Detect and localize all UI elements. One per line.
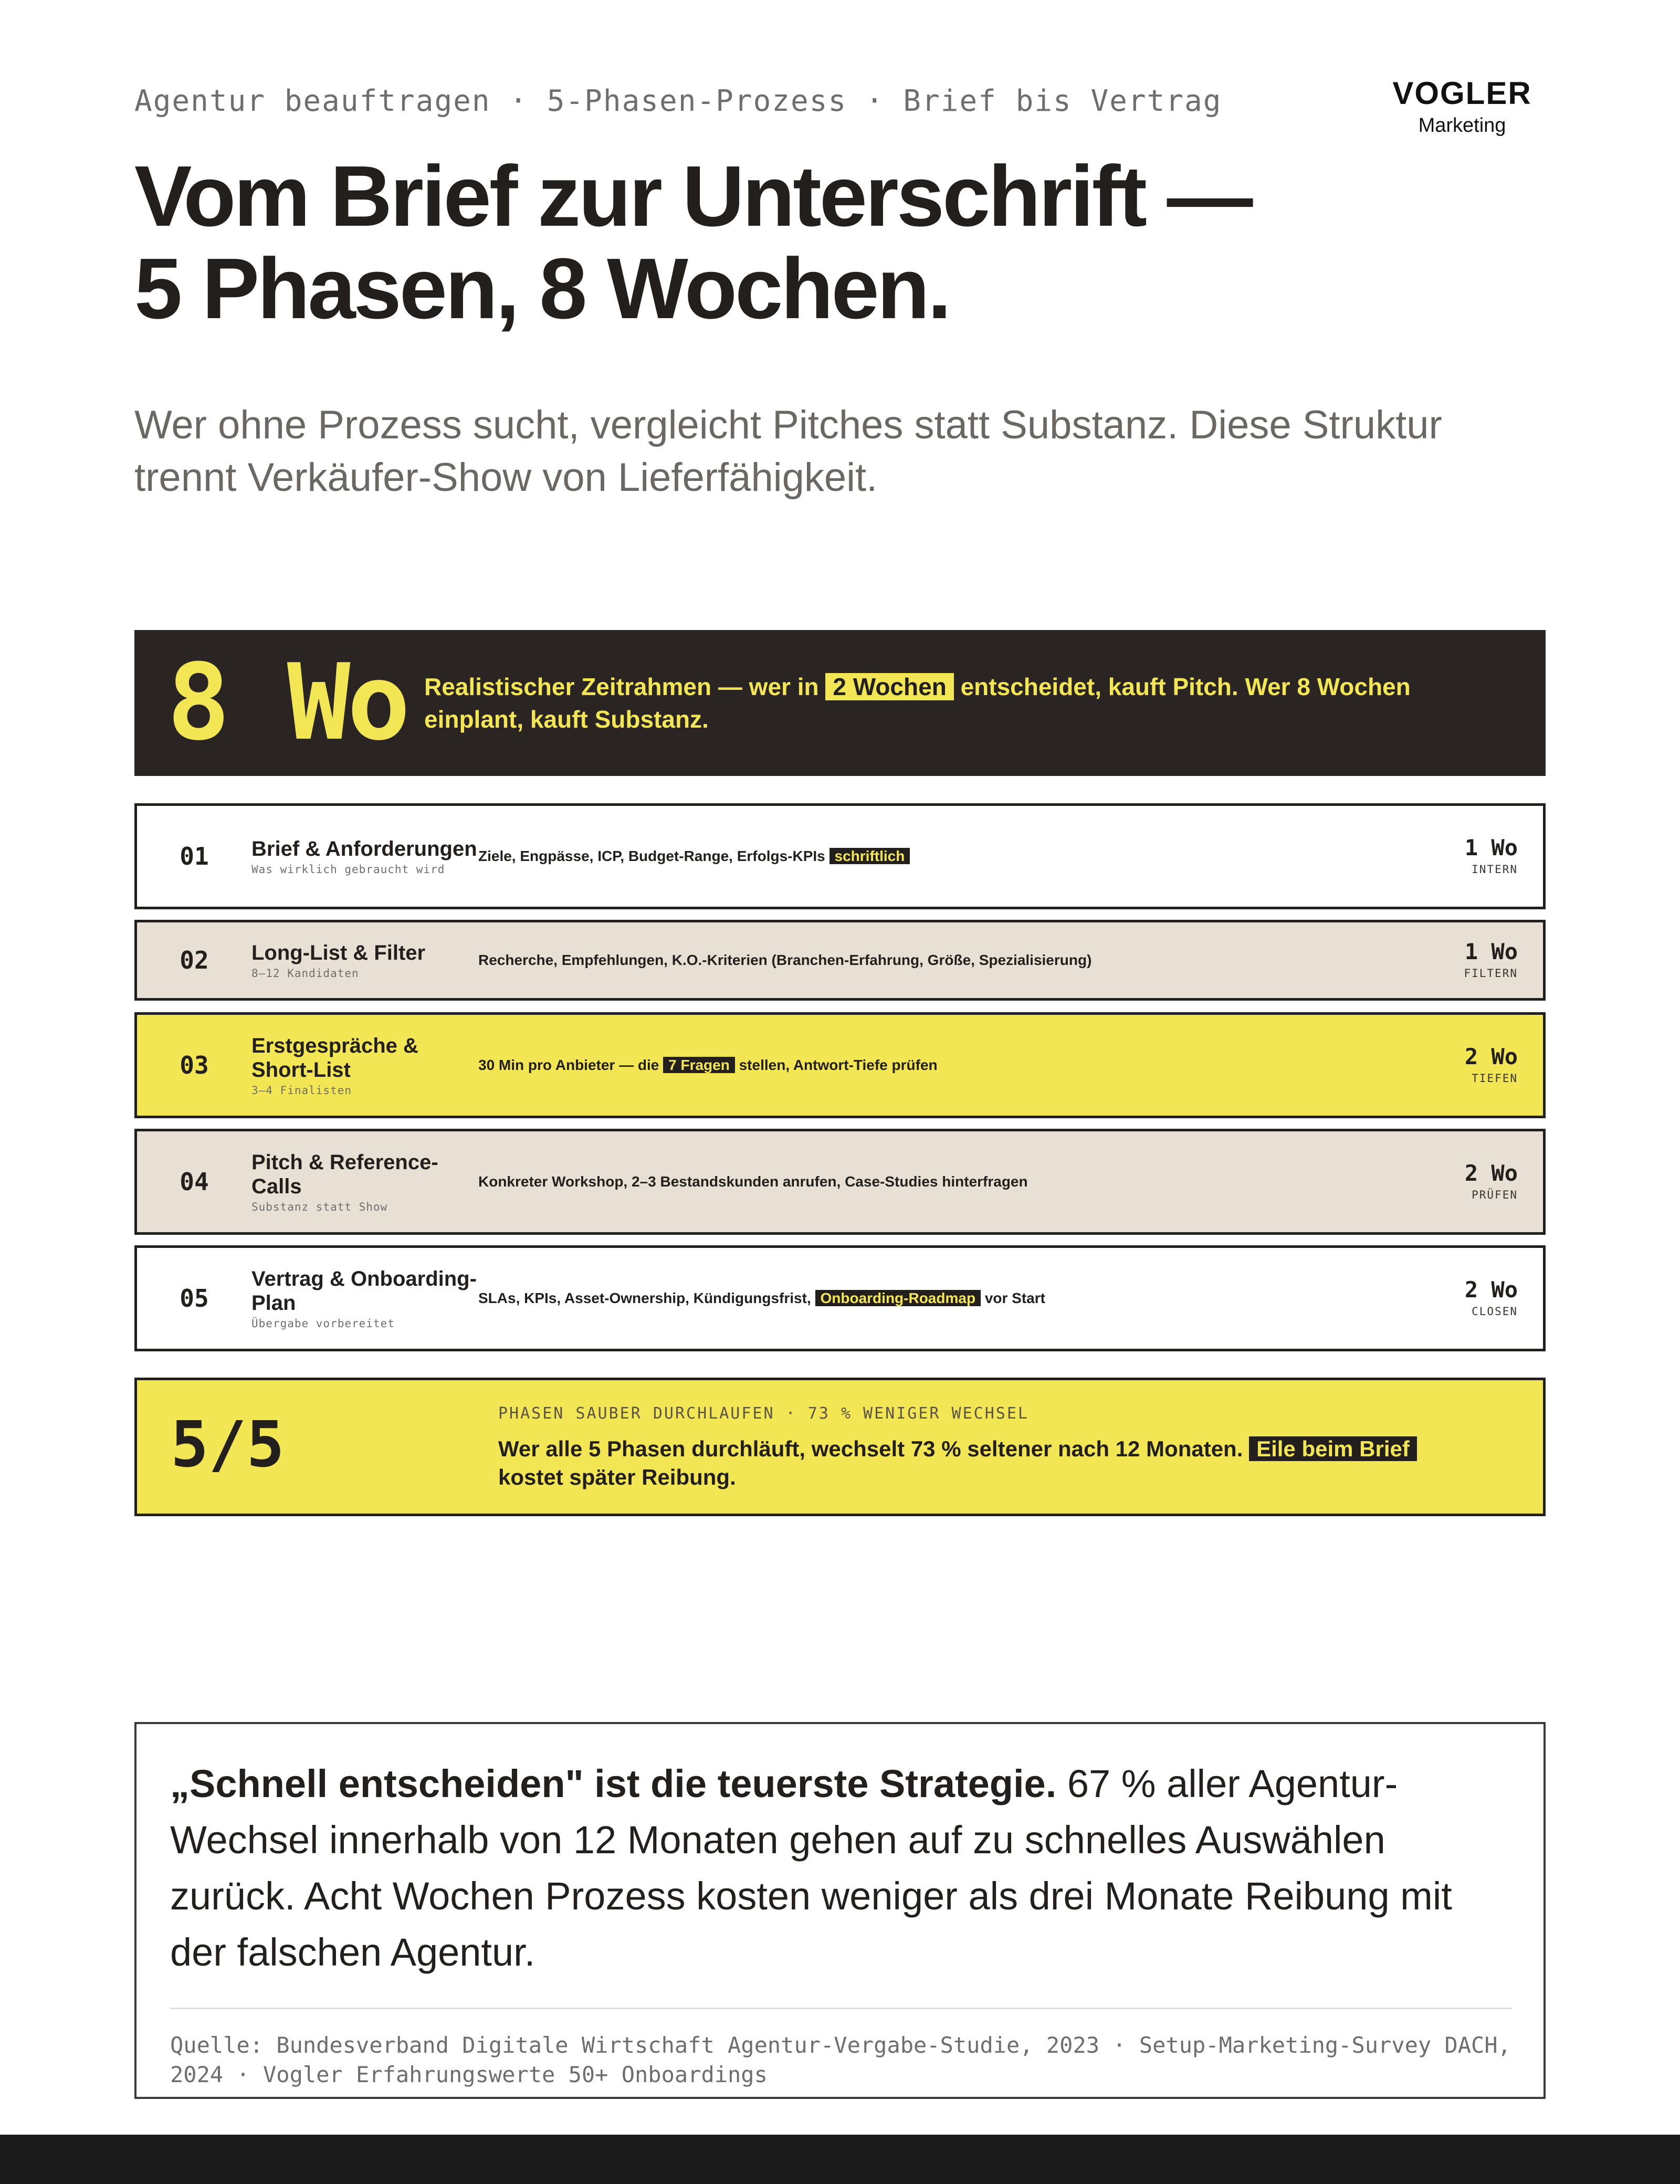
vogler-logo bbox=[1379, 78, 1546, 137]
phase-desc-text-after: stellen, Antwort-Tiefe prüfen bbox=[739, 1057, 938, 1073]
summary-text bbox=[498, 1435, 1475, 1492]
logo-name: VOGLER bbox=[1392, 76, 1532, 111]
phase-desc-text: Konkreter Workshop, 2–3 Bestandskunden anrufen, Case-Studies hinterfragen bbox=[478, 1173, 1028, 1190]
timeframe-stat: 8 Wo bbox=[167, 642, 407, 764]
phase-duration: 1 Wo bbox=[1464, 939, 1518, 964]
summary-text-after: kostet später Reibung. bbox=[498, 1465, 736, 1489]
phase-subtitle: 8–12 Kandidaten bbox=[251, 967, 359, 980]
phase-title: Pitch & Reference-Calls bbox=[251, 1151, 438, 1198]
phase-number: 02 bbox=[180, 946, 209, 974]
summary-callout bbox=[134, 1378, 1546, 1516]
phase-tag: CLOSEN bbox=[1472, 1305, 1518, 1318]
summary-stat: 5/5 bbox=[171, 1409, 285, 1482]
phase-subtitle: Was wirklich gebraucht wird bbox=[251, 863, 445, 876]
summary-eyebrow: PHASEN SAUBER DURCHLAUFEN · 73 % WENIGER WECHSEL bbox=[498, 1404, 1029, 1423]
timeframe-highlight: 2 Wochen bbox=[825, 673, 953, 700]
quote-text bbox=[170, 1756, 1504, 1980]
phase-subtitle: 3–4 Finalisten bbox=[251, 1084, 352, 1097]
page-subtitle: Wer ohne Prozess sucht, vergleicht Pitches statt Substanz. Diese Struktur trennt Verkäufer-Show von Lieferfähigkeit. bbox=[134, 403, 1442, 500]
footer-bar bbox=[0, 2135, 1680, 2184]
phase-desc-highlight: Onboarding-Roadmap bbox=[815, 1290, 981, 1306]
phase-title: Erstgespräche & Short-List bbox=[251, 1034, 418, 1082]
logo-sub: Marketing bbox=[1418, 114, 1506, 136]
phase-description bbox=[478, 1288, 1413, 1309]
phase-desc-text-after: vor Start bbox=[984, 1290, 1045, 1306]
phase-description bbox=[478, 1171, 1413, 1192]
phase-number: 04 bbox=[180, 1168, 209, 1196]
phase-row-05 bbox=[134, 1245, 1546, 1351]
phase-description bbox=[478, 1055, 1413, 1076]
summary-text-before: Wer alle 5 Phasen durchläuft, wechselt 73 % seltener nach 12 Monaten. bbox=[498, 1436, 1243, 1461]
phase-row-01 bbox=[134, 803, 1546, 909]
phase-row-04 bbox=[134, 1129, 1546, 1235]
phase-desc-text: Ziele, Engpässe, ICP, Budget-Range, Erfolgs-KPIs bbox=[478, 848, 825, 864]
phase-title: Vertrag & Onboarding-Plan bbox=[251, 1267, 477, 1315]
quote-divider bbox=[170, 2008, 1512, 2009]
phase-subtitle: Substanz statt Show bbox=[251, 1201, 388, 1213]
timeframe-text-before: Realistischer Zeitrahmen — wer in bbox=[424, 673, 819, 700]
phase-duration: 2 Wo bbox=[1464, 1044, 1518, 1069]
phase-number: 05 bbox=[180, 1284, 209, 1312]
phase-desc-text: 30 Min pro Anbieter — die bbox=[478, 1057, 659, 1073]
phase-duration: 2 Wo bbox=[1464, 1160, 1518, 1186]
phase-desc-text: Recherche, Empfehlungen, K.O.-Kriterien (Branchen-Erfahrung, Größe, Spezialisierung) bbox=[478, 952, 1092, 968]
phase-title: Brief & Anforderungen bbox=[251, 837, 477, 860]
phase-tag: INTERN bbox=[1472, 863, 1518, 876]
phase-desc-highlight: schriftlich bbox=[830, 848, 910, 864]
phase-tag: FILTERN bbox=[1464, 967, 1518, 980]
phase-tag: TIEFEN bbox=[1472, 1072, 1518, 1085]
phase-duration: 2 Wo bbox=[1464, 1277, 1518, 1303]
phase-description bbox=[478, 846, 1413, 867]
breadcrumb: Agentur beauftragen · 5-Phasen-Prozess · Brief bis Vertrag bbox=[134, 84, 1222, 118]
quote-box bbox=[134, 1722, 1546, 2099]
quote-body: 67 % aller Agentur-Wechsel innerhalb von 12 Monaten gehen auf zu schnelles Auswählen zurück. Acht Wochen Prozess kosten weniger als drei Monate Reibung mit der falschen Agentur. bbox=[170, 1762, 1452, 1974]
summary-highlight: Eile beim Brief bbox=[1249, 1436, 1417, 1461]
timeframe-text bbox=[424, 670, 1516, 736]
quote-source: Quelle: Bundesverband Digitale Wirtschaft Agentur-Vergabe-Studie, 2023 · Setup-Marketing-Survey DACH, 2024 · Vogler Erfahrungswerte 50+ Onboardings bbox=[170, 2032, 1511, 2087]
phase-duration: 1 Wo bbox=[1464, 835, 1518, 860]
phase-tag: PRÜFEN bbox=[1472, 1189, 1518, 1201]
phase-number: 01 bbox=[180, 842, 209, 870]
phase-row-03 bbox=[134, 1012, 1546, 1118]
phase-desc-text: SLAs, KPIs, Asset-Ownership, Kündigungsfrist, bbox=[478, 1290, 811, 1306]
title-line-2: 5 Phasen, 8 Wochen. bbox=[134, 240, 950, 337]
phase-row-02 bbox=[134, 920, 1546, 1001]
quote-bold: „Schnell entscheiden" ist die teuerste Strategie. bbox=[170, 1762, 1057, 1805]
phase-title: Long-List & Filter bbox=[251, 941, 426, 964]
title-line-1: Vom Brief zur Unterschrift — bbox=[134, 148, 1251, 244]
phase-number: 03 bbox=[180, 1051, 209, 1079]
timeframe-text-after: entscheidet, kauft Pitch. Wer 8 Wochen einplant, kauft Substanz. bbox=[424, 673, 1411, 733]
timeframe-callout bbox=[134, 630, 1546, 776]
phase-description bbox=[478, 950, 1413, 971]
page-title bbox=[134, 150, 1394, 335]
phase-subtitle: Übergabe vorbereitet bbox=[251, 1317, 395, 1330]
phase-desc-highlight: 7 Fragen bbox=[663, 1057, 735, 1073]
